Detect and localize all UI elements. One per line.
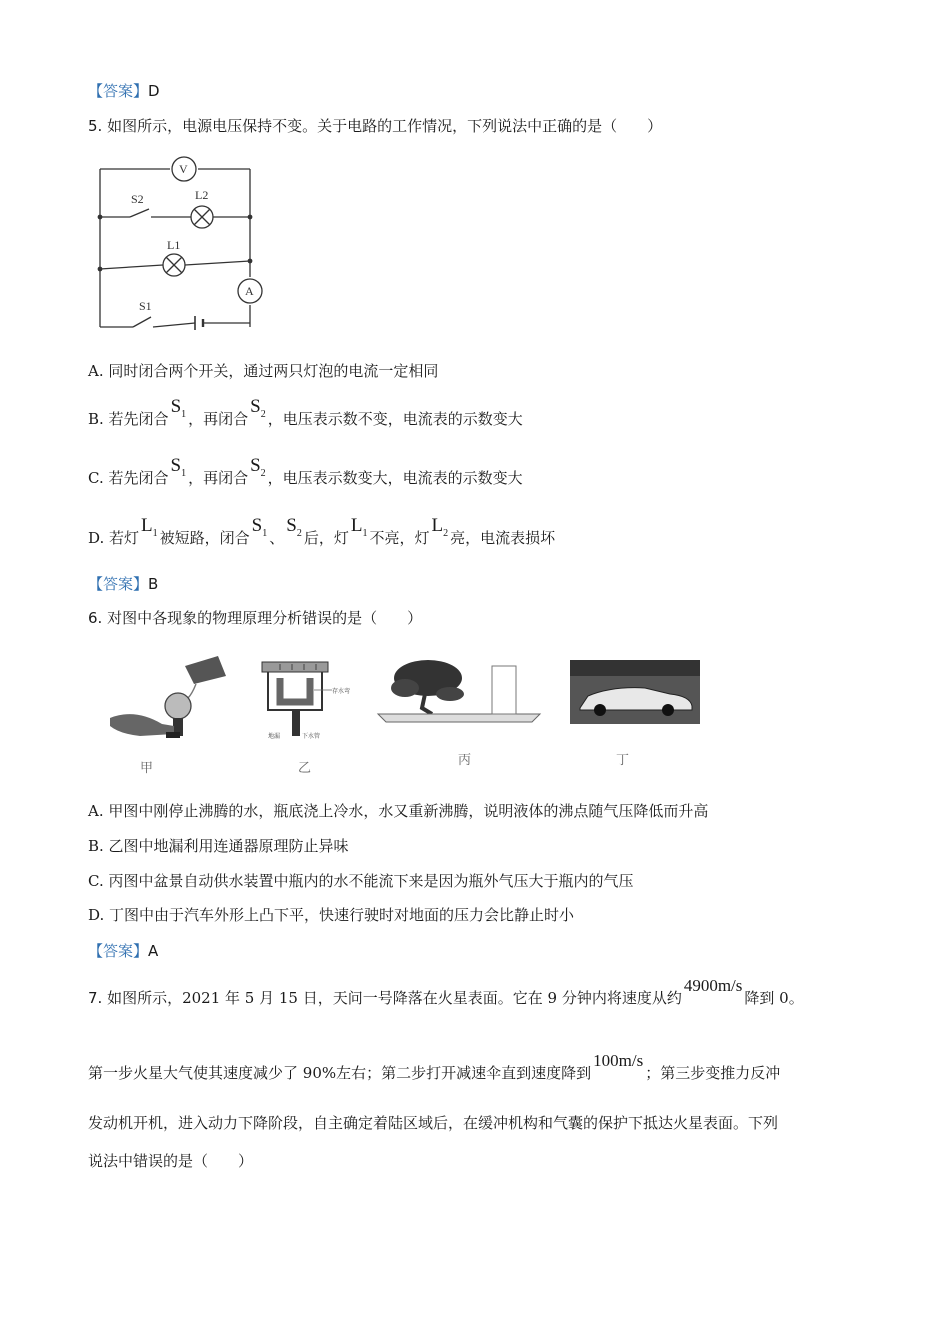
symbol-s2 xyxy=(286,515,302,539)
option-text: 被短路，闭合 xyxy=(159,529,250,547)
svg-text:地漏: 地漏 xyxy=(268,733,281,740)
speed-value: 4900m/s xyxy=(683,976,743,995)
q6-answer xyxy=(88,940,158,961)
voltmeter-label: V xyxy=(179,162,188,176)
q6-option-d xyxy=(88,904,574,925)
question-text: 第一步火星大气使其速度减少了 90%左右；第二步打开减速伞直到速度降到 xyxy=(88,1064,592,1082)
figure-label-jia: 甲 xyxy=(140,761,154,776)
question-text: 对图中各现象的物理原理分析错误的是（ ） xyxy=(107,609,423,627)
symbol-subscript: 1 xyxy=(181,408,187,420)
answer-value: B xyxy=(148,575,159,593)
symbol-subscript: 2 xyxy=(296,527,302,539)
option-text: ，再闭合 xyxy=(188,469,249,487)
q5-stem xyxy=(88,115,662,136)
q7-line-2 xyxy=(88,1051,781,1083)
question-text: ；第三步变推力反冲 xyxy=(645,1064,781,1082)
symbol-s1 xyxy=(251,515,268,539)
symbol-s2 xyxy=(250,455,266,479)
option-text: C. 丙图中盆景自动供水装置中瓶内的水不能流下来是因为瓶外气压大于瓶内的气压 xyxy=(88,872,634,890)
q5-answer xyxy=(88,573,158,594)
symbol-subscript: 1 xyxy=(362,527,368,539)
question-number: 7. xyxy=(88,989,103,1007)
answer-label: 【答案】 xyxy=(88,575,149,593)
option-text: A. 同时闭合两个开关，通过两只灯泡的电流一定相同 xyxy=(88,362,439,380)
option-text: B. 若先闭合 xyxy=(88,410,169,428)
symbol-letter: S xyxy=(170,455,182,476)
symbol-letter: S xyxy=(170,396,182,417)
s1-label: S1 xyxy=(139,299,152,313)
symbol-letter: L xyxy=(431,515,444,536)
option-text: D. 丁图中由于汽车外形上凸下平，快速行驶时对地面的压力会比静止时小 xyxy=(88,906,575,924)
q5-option-c xyxy=(88,455,523,491)
symbol-subscript: 2 xyxy=(443,527,449,539)
symbol-subscript: 2 xyxy=(260,408,266,420)
q6-option-a xyxy=(88,800,708,821)
symbol-l1 xyxy=(350,515,368,539)
symbol-subscript: 2 xyxy=(260,467,266,479)
figure-label-ding: 丁 xyxy=(616,753,630,768)
symbol-letter: S xyxy=(286,515,297,536)
symbol-letter: L xyxy=(141,515,153,536)
question-text: 降到 0。 xyxy=(744,989,804,1007)
answer-label: 【答案】 xyxy=(88,82,149,100)
symbol-s2 xyxy=(250,396,266,420)
symbol-letter: L xyxy=(350,515,363,536)
svg-text:下水管: 下水管 xyxy=(302,733,321,740)
figure-label-yi: 乙 xyxy=(298,761,312,776)
option-text: A. 甲图中刚停止沸腾的水，瓶底浇上冷水，水又重新沸腾，说明液体的沸点随气压降低而升高 xyxy=(88,802,709,820)
q6-figures xyxy=(100,648,710,778)
symbol-l1 xyxy=(141,515,158,539)
s2-label: S2 xyxy=(131,192,144,206)
q6-stem xyxy=(88,607,422,628)
figure-ding xyxy=(570,660,700,724)
q4-answer xyxy=(88,80,160,101)
l1-label: L1 xyxy=(167,238,181,252)
symbol-letter: S xyxy=(251,515,263,536)
option-text: 、 xyxy=(269,529,285,547)
q7-line-4 xyxy=(88,1150,253,1171)
option-text: B. 乙图中地漏利用连通器原理防止异味 xyxy=(88,837,349,855)
figure-label-bing: 丙 xyxy=(458,753,472,768)
symbol-letter: S xyxy=(250,396,261,417)
symbol-subscript: 1 xyxy=(262,527,268,539)
option-text: D. 若灯 xyxy=(88,529,140,547)
question-text: 如图所示，电源电压保持不变。关于电路的工作情况，下列说法中正确的是（ ） xyxy=(107,117,663,135)
option-text: 亮，电流表损坏 xyxy=(450,529,556,547)
l2-label: L2 xyxy=(195,188,209,202)
figure-bing xyxy=(378,660,540,722)
question-number: 5. xyxy=(88,117,103,135)
question-text: 如图所示，2021 年 5 月 15 日，天问一号降落在火星表面。它在 9 分钟内将速度从约 xyxy=(107,989,682,1007)
figure-yi xyxy=(262,662,350,740)
question-text: 发动机开机，进入动力下降阶段，自主确定着陆区域后，在缓冲机构和气囊的保护下抵达火星表面。下列 xyxy=(88,1114,779,1132)
option-text: ，电压表示数变大，电流表的示数变大 xyxy=(267,469,523,487)
symbol-subscript: 1 xyxy=(181,467,187,479)
option-text: ，再闭合 xyxy=(188,410,249,428)
q6-option-b xyxy=(88,835,349,856)
question-text: 说法中错误的是（ ） xyxy=(88,1152,254,1170)
answer-value: A xyxy=(148,942,159,960)
option-text: C. 若先闭合 xyxy=(88,469,169,487)
question-number: 6. xyxy=(88,609,103,627)
svg-text:存水弯: 存水弯 xyxy=(332,688,351,695)
option-text: 后，灯 xyxy=(303,529,349,547)
q6-option-c xyxy=(88,870,633,891)
symbol-s1 xyxy=(170,396,187,420)
q5-option-b xyxy=(88,396,523,432)
ammeter-label: A xyxy=(245,284,254,298)
option-text: ，电压表示数不变，电流表的示数变大 xyxy=(267,410,523,428)
option-text: 不亮，灯 xyxy=(369,529,430,547)
answer-value: D xyxy=(148,82,160,100)
q7-line-1 xyxy=(88,976,804,1008)
q7-line-3 xyxy=(88,1112,778,1133)
symbol-s1 xyxy=(170,455,187,479)
answer-label: 【答案】 xyxy=(88,942,149,960)
q5-option-d xyxy=(88,515,556,551)
speed-value: 100m/s xyxy=(593,1051,644,1070)
symbol-l2 xyxy=(431,515,449,539)
symbol-letter: S xyxy=(250,455,261,476)
q5-option-a xyxy=(88,360,438,381)
figure-jia xyxy=(110,656,226,738)
symbol-subscript: 1 xyxy=(152,527,158,539)
circuit-diagram xyxy=(95,155,270,335)
